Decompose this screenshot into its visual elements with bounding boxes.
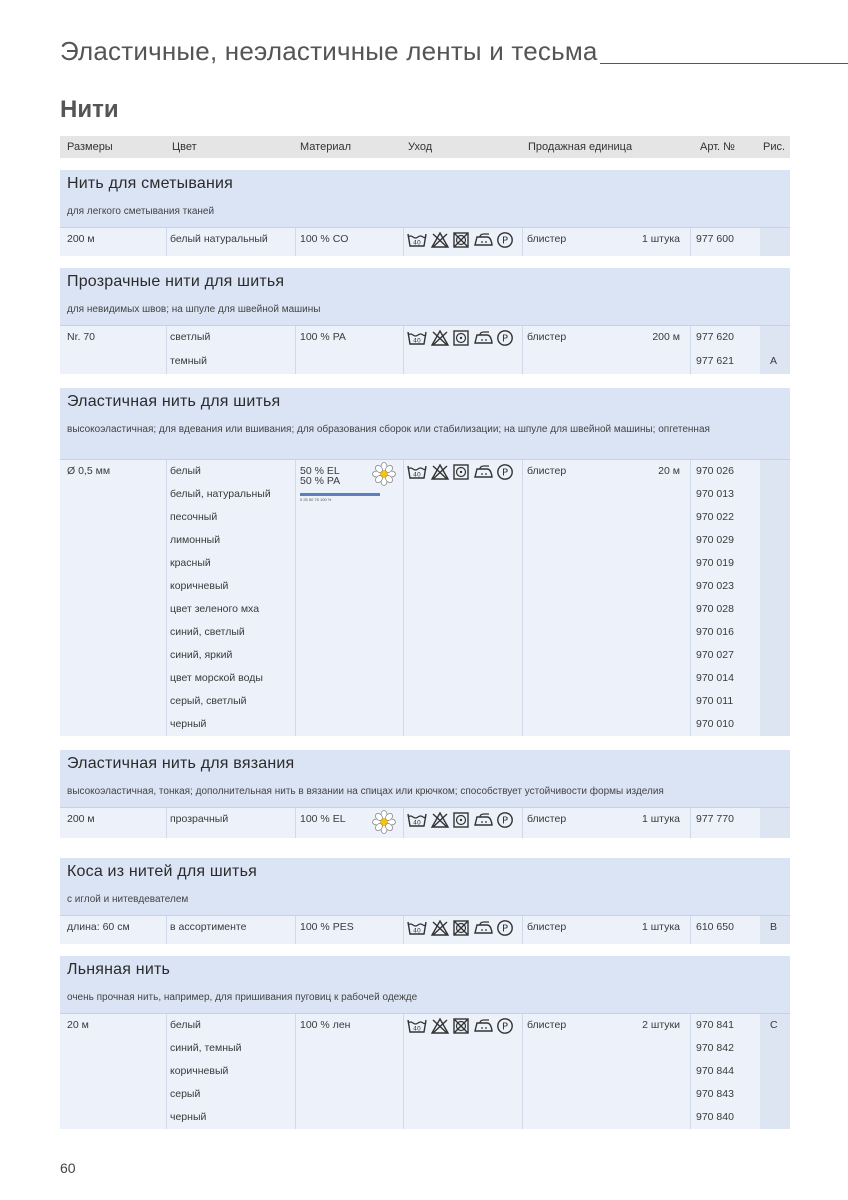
- care-symbols: [406, 811, 514, 829]
- product-description: очень прочная нить, например, для пришивания пуговиц к рабочей одежде: [60, 992, 790, 1014]
- section-title: Нити: [60, 96, 119, 123]
- column-divider: [403, 1014, 404, 1129]
- svg-text:P: P: [501, 333, 509, 345]
- sales-unit: блистер: [527, 331, 567, 343]
- article-number: 970 026: [696, 465, 734, 477]
- color-value: черный: [170, 718, 207, 730]
- column-divider: [295, 228, 296, 256]
- column-divider: [295, 916, 296, 944]
- product-card-header: [60, 750, 790, 786]
- column-divider: [690, 1014, 691, 1129]
- svg-text:40: 40: [413, 239, 421, 247]
- product-rows: [60, 808, 790, 838]
- color-value: светлый: [170, 331, 211, 343]
- column-divider: [166, 808, 167, 838]
- column-divider: [690, 916, 691, 944]
- no-bleach-icon: [430, 329, 450, 347]
- col-color: Цвет: [172, 141, 197, 153]
- iron-icon: [472, 811, 494, 829]
- product-rows: [60, 228, 790, 256]
- iron-icon: [472, 329, 494, 347]
- color-value: белый, натуральный: [170, 488, 271, 500]
- wash-icon: [406, 919, 428, 937]
- dry-clean-p-icon: [496, 919, 514, 937]
- product-title: Льняная нить: [67, 961, 171, 978]
- color-value: цвет зеленого мха: [170, 603, 260, 615]
- product-card: [60, 956, 790, 1129]
- no-bleach-icon: [430, 811, 450, 829]
- product-card: [60, 268, 790, 374]
- wash-icon: [406, 811, 428, 829]
- color-value: белый: [170, 465, 201, 477]
- size-value: 200 м: [67, 813, 95, 825]
- figure-column: [760, 808, 790, 838]
- column-divider: [295, 460, 296, 736]
- product-card-header: [60, 170, 790, 206]
- sales-quantity: 20 м: [658, 465, 680, 477]
- care-symbols: [406, 329, 514, 347]
- column-divider: [690, 808, 691, 838]
- sales-quantity: 1 штука: [641, 921, 680, 933]
- wash-icon: [406, 231, 428, 249]
- figure-label: A: [770, 355, 778, 367]
- article-number: 970 011: [696, 695, 734, 707]
- iron-icon: [472, 231, 494, 249]
- product-card-header: [60, 268, 790, 304]
- material-value: 100 % лен: [300, 1019, 351, 1031]
- column-divider: [166, 326, 167, 374]
- stretch-ticks: 0 25 50 75 100 %: [300, 497, 332, 502]
- product-rows: [60, 916, 790, 944]
- column-divider: [522, 460, 523, 736]
- product-title: Коса из нитей для шитья: [67, 863, 257, 880]
- column-divider: [403, 808, 404, 838]
- col-figure: Рис.: [763, 141, 786, 153]
- color-value: в ассортименте: [170, 921, 247, 933]
- color-value: коричневый: [170, 580, 229, 592]
- page-title: Эластичные, неэластичные ленты и тесьма: [60, 36, 598, 66]
- sales-quantity: 2 штуки: [642, 1019, 680, 1031]
- size-value: длина: 60 см: [67, 921, 130, 933]
- size-value: Ø 0,5 мм: [67, 465, 111, 477]
- color-value: белый натуральный: [170, 233, 268, 245]
- no-tumble-dry-icon: [452, 1017, 470, 1035]
- color-value: синий, темный: [170, 1042, 242, 1054]
- care-symbols: [406, 463, 514, 481]
- sales-unit: блистер: [527, 465, 567, 477]
- dry-clean-p-icon: [496, 231, 514, 249]
- column-divider: [522, 326, 523, 374]
- product-rows: [60, 326, 790, 374]
- tumble-dry-icon: [452, 463, 470, 481]
- figure-column: [760, 1014, 790, 1129]
- dry-clean-p-icon: [496, 811, 514, 829]
- product-card: [60, 858, 790, 944]
- article-number: 970 843: [696, 1088, 734, 1100]
- care-symbols: [406, 1017, 514, 1035]
- product-rows: [60, 460, 790, 736]
- product-card-header: [60, 858, 790, 894]
- article-number: 970 841: [696, 1019, 734, 1031]
- iron-icon: [472, 463, 494, 481]
- product-rows: [60, 1014, 790, 1129]
- sales-unit: блистер: [527, 921, 567, 933]
- color-value: темный: [170, 355, 207, 367]
- column-divider: [690, 326, 691, 374]
- figure-label: C: [770, 1019, 778, 1031]
- col-care: Уход: [408, 141, 433, 153]
- article-number: 977 621: [696, 355, 734, 367]
- size-value: Nr. 70: [67, 331, 96, 343]
- color-value: лимонный: [170, 534, 221, 546]
- article-number: 977 770: [696, 813, 734, 825]
- wash-icon: [406, 1017, 428, 1035]
- column-divider: [522, 1014, 523, 1129]
- column-divider: [295, 1014, 296, 1129]
- col-material: Материал: [300, 141, 351, 153]
- column-divider: [295, 808, 296, 838]
- size-value: 20 м: [67, 1019, 89, 1031]
- column-divider: [166, 460, 167, 736]
- elastic-flower-icon: [372, 462, 396, 491]
- article-number: 970 016: [696, 626, 734, 638]
- svg-text:40: 40: [413, 337, 421, 345]
- svg-text:40: 40: [413, 819, 421, 827]
- product-title: Эластичная нить для шитья: [67, 393, 281, 410]
- product-title: Эластичная нить для вязания: [67, 755, 295, 772]
- article-number: 977 600: [696, 233, 734, 245]
- article-number: 977 620: [696, 331, 734, 343]
- material-value: 100 % PES: [300, 921, 354, 933]
- article-number: 970 844: [696, 1065, 734, 1077]
- column-divider: [522, 916, 523, 944]
- article-number: 610 650: [696, 921, 734, 933]
- iron-icon: [472, 1017, 494, 1035]
- sales-unit: блистер: [527, 1019, 567, 1031]
- figure-column: [760, 460, 790, 736]
- product-description: с иглой и нитевдевателем: [60, 894, 790, 916]
- elastic-flower-icon: [372, 810, 396, 839]
- product-card: [60, 170, 790, 256]
- material-value: 50 % PA: [300, 475, 341, 487]
- sales-unit: блистер: [527, 813, 567, 825]
- column-divider: [690, 460, 691, 736]
- color-value: серый: [170, 1088, 201, 1100]
- column-divider: [403, 326, 404, 374]
- dry-clean-p-icon: [496, 463, 514, 481]
- svg-text:P: P: [501, 815, 509, 827]
- column-header: [60, 136, 790, 158]
- title-rule: [600, 63, 848, 64]
- figure-label: B: [770, 921, 778, 933]
- article-number: 970 013: [696, 488, 734, 500]
- stretch-bar: [300, 493, 380, 496]
- no-tumble-dry-icon: [452, 231, 470, 249]
- svg-text:40: 40: [413, 471, 421, 479]
- article-number: 970 023: [696, 580, 734, 592]
- article-number: 970 010: [696, 718, 734, 730]
- color-value: синий, светлый: [170, 626, 245, 638]
- tumble-dry-icon: [452, 811, 470, 829]
- column-divider: [403, 916, 404, 944]
- color-value: песочный: [170, 511, 218, 523]
- svg-text:40: 40: [413, 1025, 421, 1033]
- iron-icon: [472, 919, 494, 937]
- article-number: 970 019: [696, 557, 734, 569]
- stretch-scale: [300, 493, 390, 502]
- material-value: 100 % CO: [300, 233, 349, 245]
- dry-clean-p-icon: [496, 329, 514, 347]
- svg-text:40: 40: [413, 927, 421, 935]
- color-value: серый, светлый: [170, 695, 247, 707]
- no-bleach-icon: [430, 231, 450, 249]
- material-value: 50 % EL: [300, 465, 340, 477]
- sales-quantity: 1 штука: [641, 813, 680, 825]
- care-symbols: [406, 231, 514, 249]
- product-description: высокоэластичная; для вдевания или вшивания; для образования сборок или стабилизации; на шпуле для швейной машины; опгетенная: [60, 424, 790, 460]
- col-sizes: Размеры: [67, 141, 113, 153]
- no-bleach-icon: [430, 463, 450, 481]
- material-value: 100 % PA: [300, 331, 346, 343]
- article-number: 970 014: [696, 672, 734, 684]
- column-divider: [522, 228, 523, 256]
- color-value: красный: [170, 557, 211, 569]
- article-number: 970 027: [696, 649, 734, 661]
- column-divider: [522, 808, 523, 838]
- color-value: черный: [170, 1111, 207, 1123]
- svg-text:P: P: [501, 467, 509, 479]
- no-bleach-icon: [430, 919, 450, 937]
- column-divider: [166, 228, 167, 256]
- product-card: [60, 750, 790, 838]
- figure-column: [760, 228, 790, 256]
- column-divider: [166, 1014, 167, 1129]
- column-divider: [403, 460, 404, 736]
- column-divider: [166, 916, 167, 944]
- column-divider: [690, 228, 691, 256]
- col-unit: Продажная единица: [528, 141, 633, 153]
- color-value: синий, яркий: [170, 649, 233, 661]
- product-title: Прозрачные нити для шитья: [67, 273, 285, 290]
- no-tumble-dry-icon: [452, 919, 470, 937]
- product-card: [60, 388, 790, 736]
- material-value: 100 % EL: [300, 813, 346, 825]
- product-title: Нить для сметывания: [67, 175, 234, 192]
- col-article: Арт. №: [700, 141, 735, 153]
- color-value: прозрачный: [170, 813, 229, 825]
- product-description: для легкого сметывания тканей: [60, 206, 790, 228]
- product-card-header: [60, 956, 790, 992]
- svg-text:P: P: [501, 235, 509, 247]
- dry-clean-p-icon: [496, 1017, 514, 1035]
- product-description: высокоэластичная, тонкая; дополнительная нить в вязании на спицах или крючком; способствует устойчивости формы изделия: [60, 786, 790, 808]
- svg-text:P: P: [501, 923, 509, 935]
- article-number: 970 028: [696, 603, 734, 615]
- page-number: 60: [60, 1160, 76, 1176]
- wash-icon: [406, 329, 428, 347]
- article-number: 970 029: [696, 534, 734, 546]
- care-symbols: [406, 919, 514, 937]
- column-divider: [403, 228, 404, 256]
- svg-text:P: P: [501, 1021, 509, 1033]
- sales-quantity: 1 штука: [641, 233, 680, 245]
- article-number: 970 842: [696, 1042, 734, 1054]
- column-divider: [295, 326, 296, 374]
- wash-icon: [406, 463, 428, 481]
- product-card-header: [60, 388, 790, 424]
- article-number: 970 840: [696, 1111, 734, 1123]
- size-value: 200 м: [67, 233, 95, 245]
- color-value: белый: [170, 1019, 201, 1031]
- article-number: 970 022: [696, 511, 734, 523]
- product-description: для невидимых швов; на шпуле для швейной машины: [60, 304, 790, 326]
- no-bleach-icon: [430, 1017, 450, 1035]
- sales-unit: блистер: [527, 233, 567, 245]
- color-value: коричневый: [170, 1065, 229, 1077]
- tumble-dry-icon: [452, 329, 470, 347]
- sales-quantity: 200 м: [652, 331, 680, 343]
- color-value: цвет морской воды: [170, 672, 263, 684]
